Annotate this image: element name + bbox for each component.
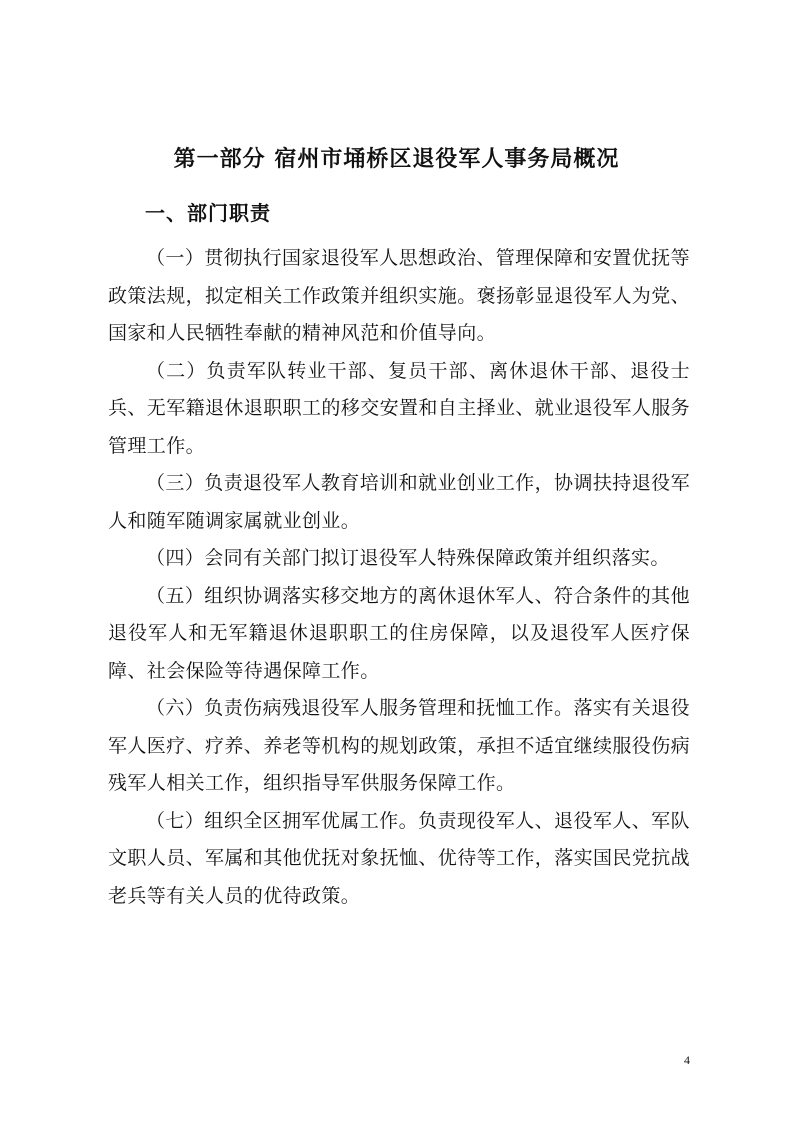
document-title: 第一部分 宿州市埇桥区退役军人事务局概况 [173,147,620,172]
paragraph-1: （一）贯彻执行国家退役军人思想政治、管理保障和安置优抚等政策法规，拟定相关工作政策并组织实施。褒扬彰显退役军人为党、国家和人民牺牲奉献的精神风范和价值导向。 [108,247,691,344]
section-heading: 一、部门职责 [145,201,271,225]
paragraph-2: （二）负责军队转业干部、复员干部、离休退休干部、退役士兵、无军籍退休退职职工的移交安置和自主择业、就业退役军人服务管理工作。 [108,359,691,457]
paragraph-5: （五）组织协调落实移交地方的离休退休军人、符合条件的其他退役军人和无军籍退休退职职工的住房保障，以及退役军人医疗保障、社会保险等待遇保障工作。 [108,584,690,682]
paragraph-6: （六）负责伤病残退役军人服务管理和抚恤工作。落实有关退役军人医疗、疗养、养老等机构的规划政策，承担不适宜继续服役伤病残军人相关工作，组织指导军供服务保障工作。 [108,697,691,794]
paragraph-list [108,240,690,915]
paragraph-3: （三）负责退役军人教育培训和就业创业工作，协调扶持退役军人和随军随调家属就业创业。 [108,472,690,532]
page-number: 4 [684,1053,690,1067]
paragraph-7: （七）组织全区拥军优属工作。负责现役军人、退役军人、军队文职人员、军属和其他优抚对象抚恤、优待等工作，落实国民党抗战老兵等有关人员的优待政策。 [108,809,691,907]
paragraph-4: （四）会同有关部门拟订退役军人特殊保障政策并组织落实。 [146,547,670,569]
